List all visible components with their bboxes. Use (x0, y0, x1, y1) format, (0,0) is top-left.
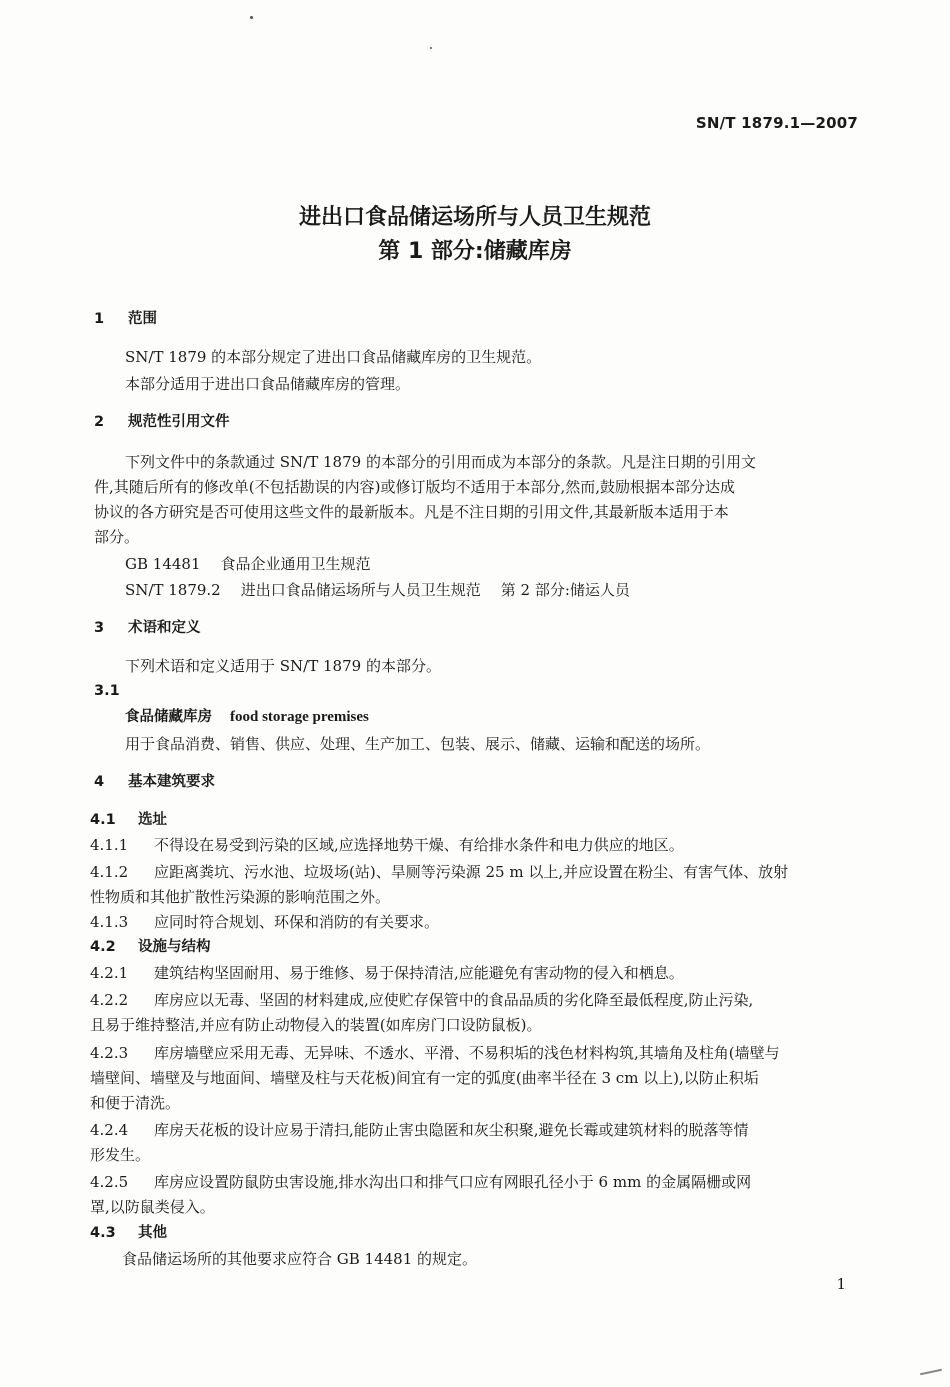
clause-text: 建筑结构坚固耐用、易于维修、易于保持清洁,应能避免有害动物的侵入和栖息。 (154, 964, 684, 982)
subsection-number: 4.1 (90, 812, 116, 828)
paragraph-line: 件,其随后所有的修改单(不包括勘误的内容)或修订版均不适用于本部分,然而,鼓励根据本部分达成 (94, 478, 736, 496)
subsection-4-2-heading (90, 937, 211, 957)
reference-title: 进出口食品储运场所与人员卫生规范 (240, 581, 481, 599)
term-number: 3.1 (94, 683, 120, 699)
section-number: 2 (94, 414, 105, 430)
clause-number: 4.2.3 (90, 1044, 129, 1062)
section-title: 术语和定义 (128, 620, 201, 636)
paragraph: 食品储运场所的其他要求应符合 GB 14481 的规定。 (122, 1250, 478, 1268)
clause-4-2-5 (90, 1172, 751, 1192)
paragraph-line: 协议的各方研究是否可使用这些文件的最新版本。凡是不注日期的引用文件,其最新版本适用于本 (94, 503, 729, 521)
paragraph: SN/T 1879 的本部分规定了进出口食品储藏库房的卫生规范。 (125, 348, 542, 366)
clause-number: 4.2.5 (90, 1173, 129, 1191)
section-title: 范围 (128, 311, 157, 327)
subsection-number: 4.2 (90, 939, 116, 955)
clause-continuation: 性物质和其他扩散性污染源的影响范围之外。 (90, 888, 391, 906)
paragraph-line: 下列文件中的条款通过 SN/T 1879 的本部分的引用而成为本部分的条款。凡是注日期的引用文 (125, 453, 756, 471)
clause-number: 4.1.2 (90, 863, 129, 881)
clause-number: 4.1.3 (90, 913, 129, 931)
clause-text: 库房应设置防鼠防虫害设施,排水沟出口和排气口应有网眼孔径小于 6 mm 的金属隔栅或网 (154, 1173, 752, 1191)
term-entry (125, 706, 369, 727)
page-number: 1 (836, 1275, 846, 1293)
paragraph: 下列术语和定义适用于 SN/T 1879 的本部分。 (125, 657, 441, 675)
reference-part: 第 2 部分:储运人员 (500, 581, 630, 599)
section-4-heading (94, 772, 215, 792)
clause-4-1-2 (90, 862, 788, 882)
term-definition: 用于食品消费、销售、供应、处理、生产加工、包装、展示、储藏、运输和配送的场所。 (125, 735, 711, 753)
clause-number: 4.2.2 (90, 991, 129, 1009)
document-subtitle: 第 1 部分:储藏库房 (378, 239, 572, 264)
section-title: 基本建筑要求 (128, 774, 215, 790)
clause-4-1-1 (90, 835, 684, 855)
section-number: 1 (94, 311, 105, 327)
clause-4-2-2 (90, 990, 753, 1010)
reference-code: GB 14481 (125, 555, 201, 573)
clause-text: 应同时符合规划、环保和消防的有关要求。 (154, 913, 440, 931)
section-3-heading (94, 618, 201, 638)
term-chinese: 食品储藏库房 (125, 709, 212, 725)
subsection-4-3-heading (90, 1223, 167, 1243)
clause-number: 4.1.1 (90, 836, 129, 854)
clause-continuation: 和便于清洗。 (90, 1094, 181, 1112)
normative-reference (125, 554, 371, 574)
clause-text: 库房天花板的设计应易于清扫,能防止害虫隐匿和灰尘积聚,避免长霉或建筑材料的脱落等情 (154, 1121, 749, 1139)
clause-number: 4.2.4 (90, 1121, 129, 1139)
clause-text: 库房应以无毒、坚固的材料建成,应使贮存保管中的食品品质的劣化降至最低程度,防止污染, (154, 991, 754, 1009)
section-number: 3 (94, 620, 105, 636)
clause-number: 4.2.1 (90, 964, 129, 982)
section-title: 规范性引用文件 (128, 414, 230, 430)
pen-mark (920, 1369, 942, 1376)
document-title: 进出口食品储运场所与人员卫生规范 (298, 205, 651, 230)
clause-4-2-3 (90, 1043, 780, 1063)
paragraph: 本部分适用于进出口食品储藏库房的管理。 (125, 375, 411, 393)
clause-text: 不得设在易受到污染的区域,应选择地势干燥、有给排水条件和电力供应的地区。 (154, 836, 684, 854)
section-2-heading (94, 412, 230, 432)
clause-continuation: 罩,以防鼠类侵入。 (90, 1198, 215, 1216)
reference-title: 食品企业通用卫生规范 (220, 555, 371, 573)
clause-continuation: 形发生。 (90, 1146, 151, 1164)
clause-continuation: 墙壁间、墙壁及与地面间、墙壁及柱与天花板)间宜有一定的弧度(曲率半径在 3 cm 以上),以防止积垢 (90, 1069, 759, 1087)
section-1-heading (94, 309, 157, 329)
subsection-title: 选址 (138, 812, 167, 828)
subsection-4-1-heading (90, 810, 167, 830)
reference-code: SN/T 1879.2 (125, 581, 221, 599)
subsection-title: 设施与结构 (138, 939, 211, 955)
standard-code: SN/T 1879.1—2007 (695, 114, 858, 132)
clause-text: 应距离粪坑、污水池、垃圾场(站)、旱厕等污染源 25 m 以上,并应设置在粉尘、有害气体、放射 (154, 863, 789, 881)
paragraph-line: 部分。 (94, 528, 140, 546)
scan-speck (430, 47, 432, 49)
subsection-number: 4.3 (90, 1225, 116, 1241)
section-number: 4 (94, 774, 105, 790)
clause-4-2-4 (90, 1120, 749, 1140)
clause-4-1-3 (90, 912, 439, 932)
clause-text: 库房墙壁应采用无毒、无异味、不透水、平滑、不易积垢的浅色材料构筑,其墙角及柱角(墙壁与 (154, 1044, 780, 1062)
term-english: food storage premises (230, 709, 369, 725)
clause-4-2-1 (90, 963, 684, 983)
normative-reference (125, 580, 630, 600)
subsection-title: 其他 (138, 1225, 167, 1241)
clause-continuation: 且易于维持整洁,并应有防止动物侵入的装置(如库房门口设防鼠板)。 (90, 1016, 542, 1034)
scan-speck (250, 16, 253, 19)
